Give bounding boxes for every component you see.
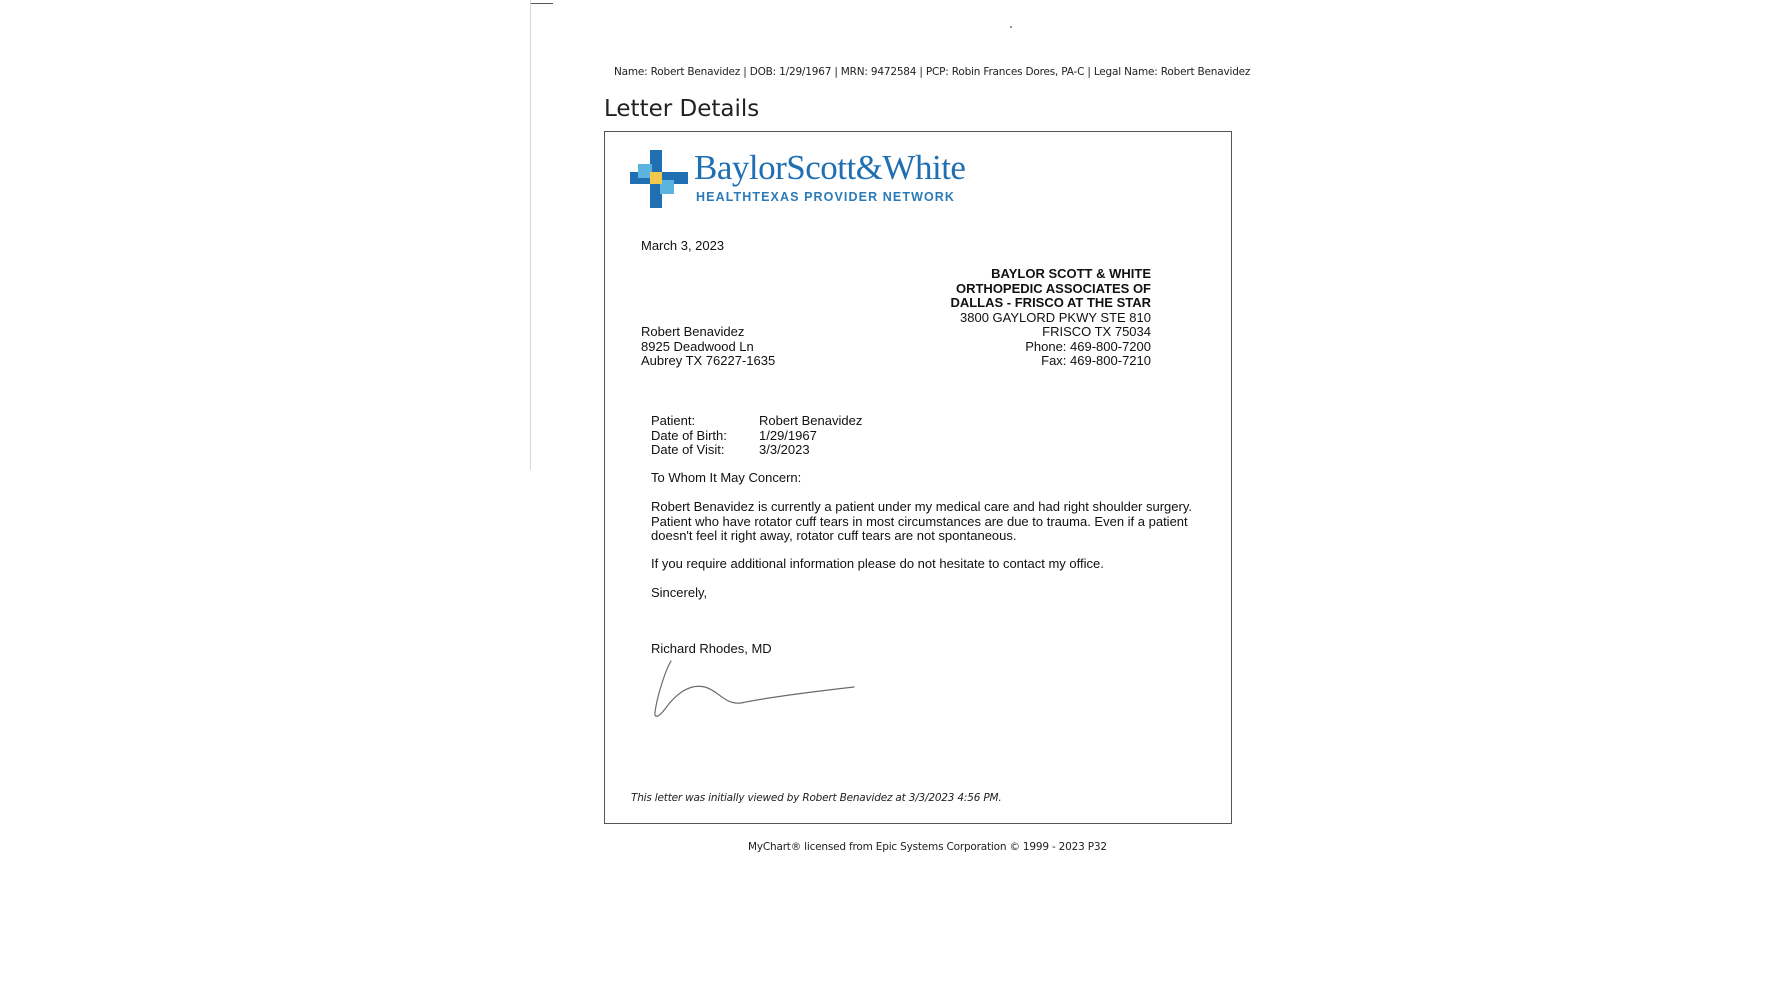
sender-city: FRISCO TX 75034 (1042, 324, 1151, 339)
recipient-address-block (641, 325, 775, 369)
logo-name: BaylorScott&White (694, 148, 966, 187)
sender-street: 3800 GAYLORD PKWY STE 810 (960, 309, 1151, 325)
sender-line: BAYLOR SCOTT & WHITE (991, 266, 1151, 281)
sender-address-block (950, 267, 1151, 369)
patient-info-value: 1/29/1967 (759, 427, 817, 443)
letter-greeting: To Whom It May Concern: (651, 470, 802, 485)
signer-name: Richard Rhodes, MD (651, 641, 772, 656)
scan-speck (1010, 26, 1012, 28)
viewed-note: This letter was initially viewed by Robert Benavidez at 3/3/2023 4:56 PM. (631, 792, 1002, 804)
page-edge (530, 0, 531, 470)
body-line: doesn't feel it right away, rotator cuff tears are not spontaneous. (651, 528, 1017, 543)
patient-info-row (651, 429, 862, 444)
letter-body (651, 500, 1211, 544)
recipient-city: Aubrey TX 76227-1635 (641, 353, 776, 368)
cross-logo-icon (630, 150, 688, 208)
patient-info-row (651, 443, 862, 458)
patient-info-row (651, 414, 862, 429)
sender-fax: Fax: 469-800-7210 (1041, 353, 1151, 368)
sender-phone: Phone: 469-800-7200 (1025, 338, 1151, 354)
sender-line: DALLAS - FRISCO AT THE STAR (950, 295, 1151, 310)
patient-info-label: Patient: (651, 413, 696, 428)
page-edge-tick (531, 3, 553, 4)
patient-info-label: Date of Birth: (651, 427, 727, 443)
brand-logo (630, 150, 970, 214)
patient-header: Name: Robert Benavidez | DOB: 1/29/1967 | MRN: 9472584 | PCP: Robin Frances Dores, PA-C | Legal Name: Robert Benavidez (614, 66, 1251, 78)
page-title: Letter Details (604, 96, 760, 122)
patient-info-value: Robert Benavidez (759, 413, 863, 428)
recipient-name: Robert Benavidez (641, 324, 745, 339)
contact-paragraph: If you require additional information please do not hesitate to contact my office. (651, 556, 1104, 571)
body-line: Robert Benavidez is currently a patient under my medical care and had right shoulder surgery. (651, 499, 1192, 514)
recipient-street: 8925 Deadwood Ln (641, 338, 754, 354)
letter-closing: Sincerely, (651, 585, 708, 600)
letter-date: March 3, 2023 (641, 238, 725, 253)
patient-info-value: 3/3/2023 (759, 442, 810, 457)
patient-info-block (651, 414, 862, 458)
sender-line: ORTHOPEDIC ASSOCIATES OF (955, 280, 1151, 296)
mychart-footer: MyChart® licensed from Epic Systems Corporation © 1999 - 2023 P32 (748, 841, 1107, 853)
body-line: Patient who have rotator cuff tears in most circumstances are due to trauma. Even if a patient (651, 513, 1188, 529)
patient-info-label: Date of Visit: (651, 442, 725, 457)
letter-document (604, 131, 1232, 824)
logo-tagline: HEALTHTEXAS PROVIDER NETWORK (696, 190, 956, 204)
handwritten-signature (649, 657, 879, 727)
